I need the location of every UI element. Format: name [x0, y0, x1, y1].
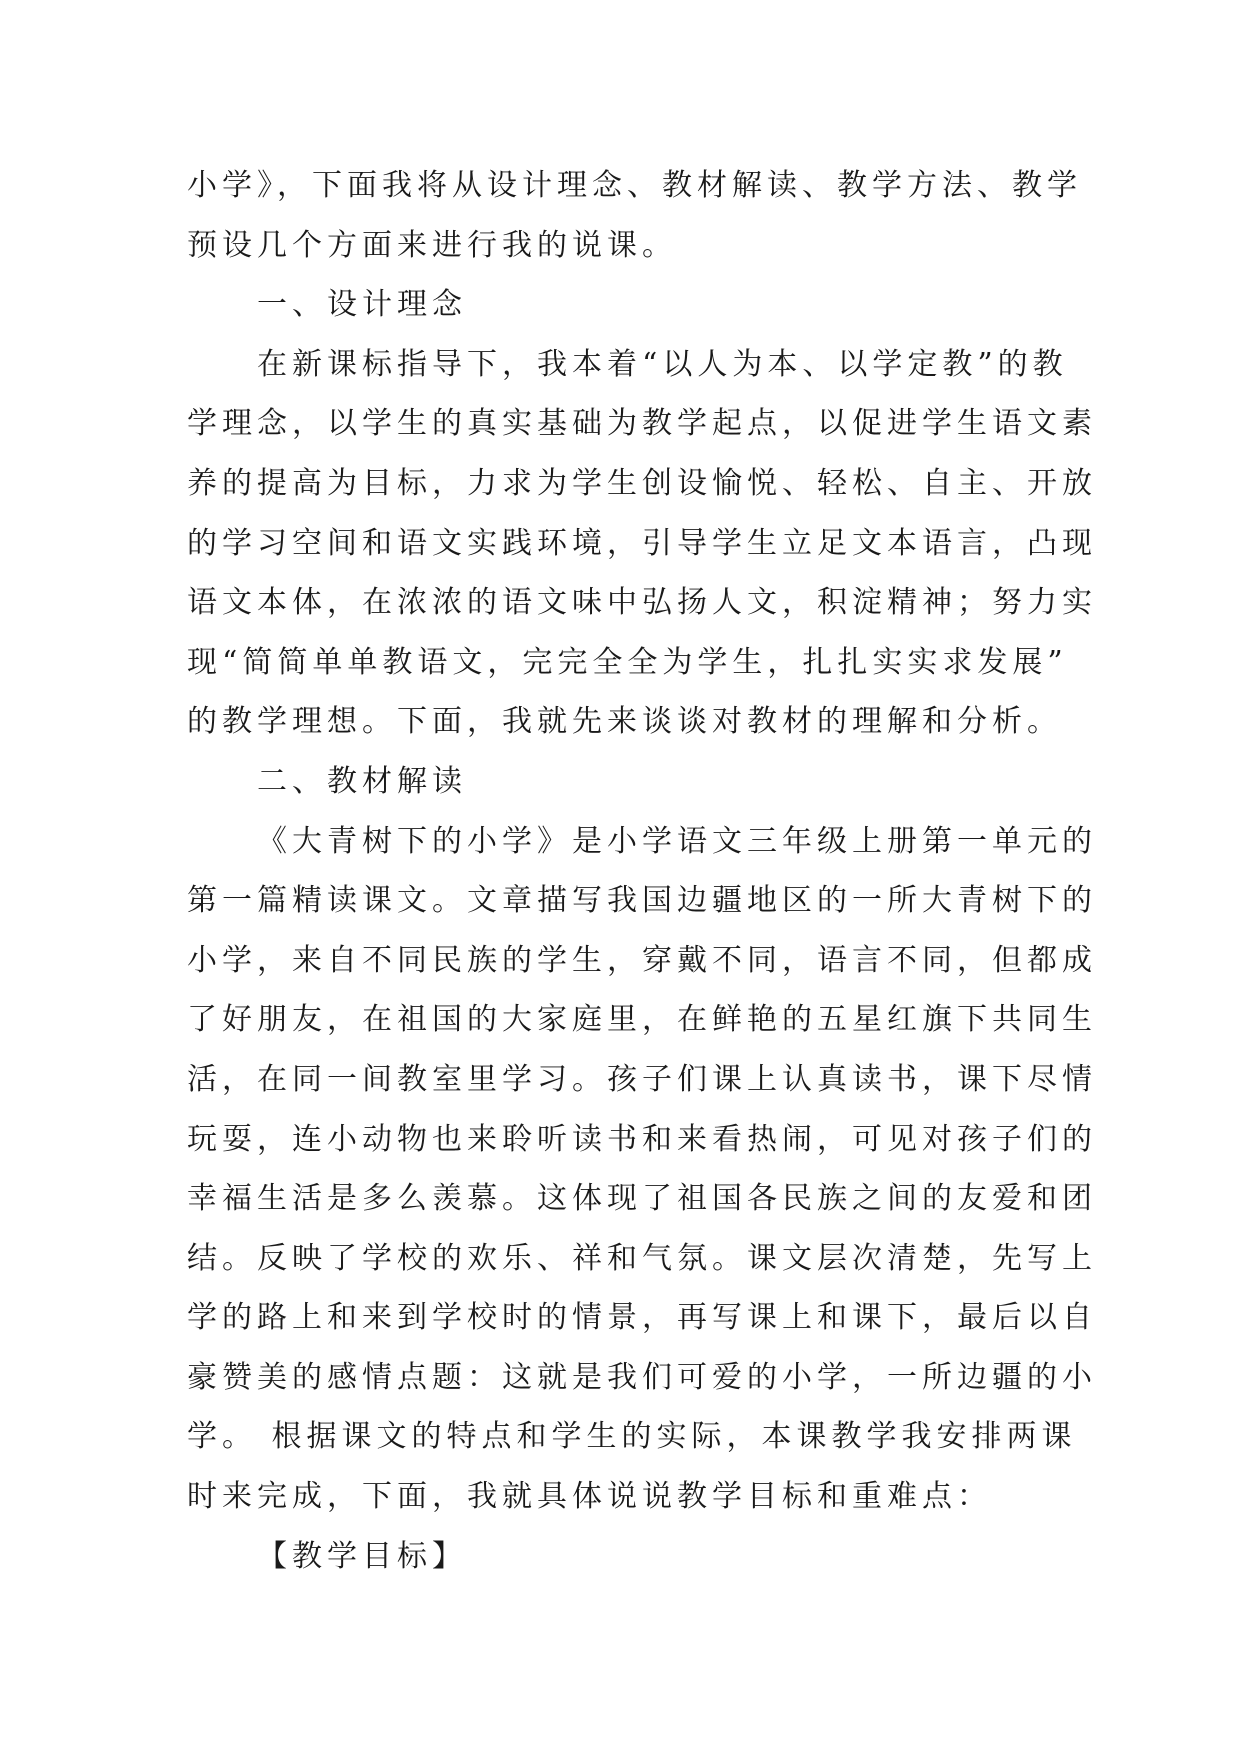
text-line: 一、设计理念: [257, 287, 467, 323]
text-line: 预设几个方面来进行我的说课。: [187, 227, 677, 263]
body-text: [187, 156, 1097, 1586]
text-line: 玩耍，连小动物也来聆听读书和来看热闹，可见对孩子们的: [187, 1121, 1097, 1157]
text-line: 的教学理想。下面，我就先来谈谈对教材的理解和分析。: [187, 704, 1062, 740]
text-line: 学理念，以学生的真实基础为教学起点，以促进学生语文素: [187, 406, 1097, 442]
text-line: 养的提高为目标，力求为学生创设愉悦、轻松、自主、开放: [187, 465, 1097, 501]
text-line: 二、教材解读: [257, 763, 467, 799]
text-line: 豪赞美的感情点题：这就是我们可爱的小学，一所边疆的小: [187, 1359, 1097, 1395]
text-line: 语文本体，在浓浓的语文味中弘扬人文，积淀精神；努力实: [187, 585, 1097, 621]
text-line: 活，在同一间教室里学习。孩子们课上认真读书，课下尽情: [187, 1061, 1097, 1097]
text-line: 学的路上和来到学校时的情景，再写课上和课下，最后以自: [187, 1300, 1097, 1336]
text-line: 了好朋友，在祖国的大家庭里，在鲜艳的五星红旗下共同生: [187, 1002, 1097, 1038]
text-line: 的学习空间和语文实践环境，引导学生立足文本语言，凸现: [187, 525, 1097, 561]
text-line: 学。 根据课文的特点和学生的实际，本课教学我安排两课: [187, 1419, 1077, 1455]
text-line: 结。反映了学校的欢乐、祥和气氛。课文层次清楚，先写上: [187, 1240, 1097, 1276]
text-line: 第一篇精读课文。文章描写我国边疆地区的一所大青树下的: [187, 883, 1097, 919]
text-line: 小学》，下面我将从设计理念、教材解读、教学方法、教学: [187, 168, 1082, 203]
text-line: 时来完成，下面，我就具体说说教学目标和重难点：: [187, 1479, 992, 1515]
text-line: 【教学目标】: [257, 1538, 467, 1574]
text-line: 现“简简单单教语文，完完全全为学生，扎扎实实求发展”: [187, 644, 1068, 680]
text-line: 《大青树下的小学》是小学语文三年级上册第一单元的: [257, 823, 1097, 859]
text-line: 幸福生活是多么羡慕。这体现了祖国各民族之间的友爱和团: [187, 1181, 1097, 1217]
text-line: 在新课标指导下，我本着“以人为本、以学定教”的教: [257, 346, 1068, 382]
text-line: 小学，来自不同民族的学生，穿戴不同，语言不同，但都成: [187, 942, 1097, 978]
